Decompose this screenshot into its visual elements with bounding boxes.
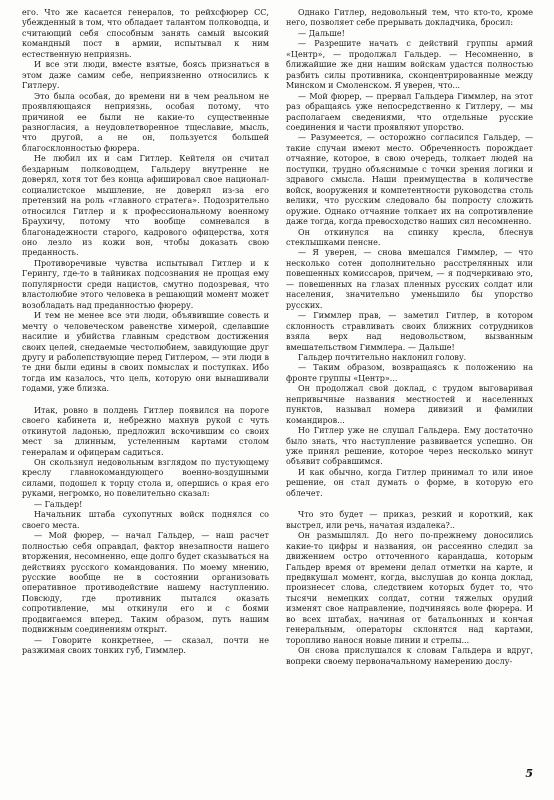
- paragraph: Он размышлял. До него по-прежнему доносились какие-то цифры и названия, он рассеянно следил за движением остро отточенного карандаша, которым Гальдер время от времени делал отметки на карте, и предвкушал момент, когда, выслушав до конца доклад, произнесет слова, следствием которых будет то, что тысячи немецких солдат, сотни тяжелых орудий изменят свое направление, подчиняясь воле фюрера. И во всех штабах, начиная от батальонных и кончая генеральным, операторы склонятся над картами, торопливо нанося новые линии и стрелы...: [286, 531, 533, 645]
- paragraph: Противоречивые чувства испытывал Гитлер и к Герингу, где-то в тайниках подсознания не прощая ему популярности среди нацистов, смутно подозревая, что властолюбие этого человека в решающий момент может возобладать над преданностью фюреру.: [22, 258, 269, 310]
- paragraph: И тем не менее все эти люди, объявившие совесть и мечту о человеческом равенстве химерой, сделавшие насилие и убийства главным средством достижения своих целей, снедаемые честолюбием, завидующие друг другу и раболепствующие перед Гитлером, — эти люди в те дни были едины в своих помыслах и поступках. Ибо тогда им казалось, что цель, которую они вынашивали годами, уже близка.: [22, 311, 269, 394]
- paragraph: — Дальше!: [298, 28, 345, 38]
- paragraph: — Гальдер!: [34, 499, 83, 509]
- paragraph: его. Что же касается генералов, то рейхсфюрер СС, убежденный в том, что обладает талантом полководца, и считающий себя способным занять самый высокий командный пост в армии, испытывал к ним естественную неприязнь.: [22, 8, 269, 59]
- paragraph: — Мой фюрер, — начал Гальдер, — наш расчет полностью себя оправдал, фактор внезапности нашего вторжения, несомненно, еще долго будет сказываться на действиях русского командования. По моему мнению, русские вообще не в состоянии организовать оперативное противодействие нашему наступлению. Повсюду, где противник пытался оказать сопротивление, мы откинули его и с боями продвигаемся вперед. Таким образом, путь нашим подвижным соединениям открыт.: [22, 531, 269, 635]
- paragraph: И как обычно, когда Гитлер принимал то или иное решение, он стал думать о форме, в которую его облечет.: [286, 467, 533, 498]
- paragraph: Он скользнул недовольным взглядом по пустующему креслу главнокомандующего военно-воздушными силами, подошел к торцу стола и, опершись о края его руками, негромко, но повелительно сказал:: [22, 458, 269, 499]
- paragraph: И все эти люди, вместе взятые, боясь признаться в этом даже самим себе, неприязненно относились к Гитлеру.: [22, 60, 269, 91]
- right-text-column: [286, 8, 533, 667]
- paragraph: Он продолжал свой доклад, с трудом выговаривая непривычные названия местностей и населенных пунктов, называл номера дивизий и фамилии командиров...: [286, 384, 533, 425]
- paragraph: — Говорите конкретнее, — сказал, почти не разжимая своих тонких губ, Гиммлер.: [22, 635, 269, 656]
- paragraph: Но Гитлер уже не слушал Гальдера. Ему достаточно было знать, что наступление развивается успешно. Он уже принял решение, которое через несколько минут объявит собравшимся.: [286, 426, 533, 467]
- paragraph: Он откинулся на спинку кресла, блеснув стеклышками пенсне.: [286, 227, 533, 247]
- paragraph: — Разрешите начать с действий группы армий «Центр», — продолжал Гальдер. — Несомненно, в ближайшие же дни нашим войскам удастся полностью разбить силы противника, сконцентрированные между Минском и Смоленском. Я уверен, что...: [286, 39, 533, 91]
- paragraph: Однако Гитлер, недовольный тем, что кто-то, кроме него, позволяет себе прерывать докладчика, бросил:: [286, 8, 533, 28]
- paragraph: Не любил их и сам Гитлер. Кейтеля он считал бездарным полководцем, Гальдеру внутренне не доверял, хотя тот без конца афишировал свое национал-социалистское мышление, не доверял из-за его претензий на роль «главного стратега». Подозрительно относился Гитлер и к профессиональному военному Браухичу, потому что вообще сомневался в благонадежности старого, кадрового офицерства, хотя оно лезло из кожи вон, чтобы доказать свою преданность.: [22, 154, 269, 258]
- paragraph: Что это будет — приказ, резкий и короткий, как выстрел, или речь, начатая издалека?..: [286, 510, 533, 530]
- page-number: 5: [525, 767, 533, 780]
- paragraph: Итак, ровно в полдень Гитлер появился на пороге своего кабинета и, небрежно махнув рукой с чуть откинутой ладонью, предложил вскочившим со своих мест за длинным, устеленным картами столом генералам и офицерам садиться.: [22, 405, 269, 457]
- paragraph: Гальдер почтительно наклонил голову.: [298, 352, 467, 362]
- paragraph: Это была особая, до времени ни в чем реальном не проявляющаяся неприязнь, особая потому, что причиной ее были не какие-то существенные разногласия, а неудовлетворенное тщеславие, мысль, что другой, а не он, пользуется большей благосклонностью фюрера.: [22, 91, 269, 153]
- paragraph: — Разумеется, — осторожно согласился Гальдер, — такие случаи имеют место. Обреченность порождает отчаяние, которое, в свою очередь, толкает людей на поступки, трудно объяснимые с точки зрения логики и здравого смысла. Наши преимущества в количестве войск, вооружения и компетентности руководства столь велики, что русским следовало бы попросту сложить оружие. Однако отчаяние толкает их на сопротивление даже тогда, когда превосходство наших сил несомненно.: [286, 133, 533, 227]
- paragraph: — Мой фюрер, — прервал Гальдера Гиммлер, на этот раз обращаясь уже непосредственно к Гитлеру, — мы располагаем сведениями, что отдельные русские соединения и части проявляют упорство.: [286, 91, 533, 132]
- paragraph: — Я уверен, — снова вмешался Гиммлер, — что несколько сотен дополнительно расстрелянных или повешенных комиссаров, причем, — я подчеркиваю это, — повешенных на глазах пленных русских солдат или населения, значительно уменьшило бы упорство русских.: [286, 248, 533, 310]
- paragraph: — Таким образом, возвращаясь к положению на фронте группы «Центр»...: [286, 363, 533, 383]
- left-text-column: [22, 8, 269, 657]
- paragraph: — Гиммлер прав, — заметил Гитлер, в котором склонность стравливать своих ближних сотрудников взяла верх над недовольством, вызванным вмешательством Гиммлера. — Дальше!: [286, 311, 533, 352]
- paragraph: Он снова прислушался к словам Гальдера и вдруг, вопреки своему первоначальному намерению дослу-: [286, 646, 533, 666]
- paragraph: Начальник штаба сухопутных войск поднялся со своего места.: [22, 510, 269, 530]
